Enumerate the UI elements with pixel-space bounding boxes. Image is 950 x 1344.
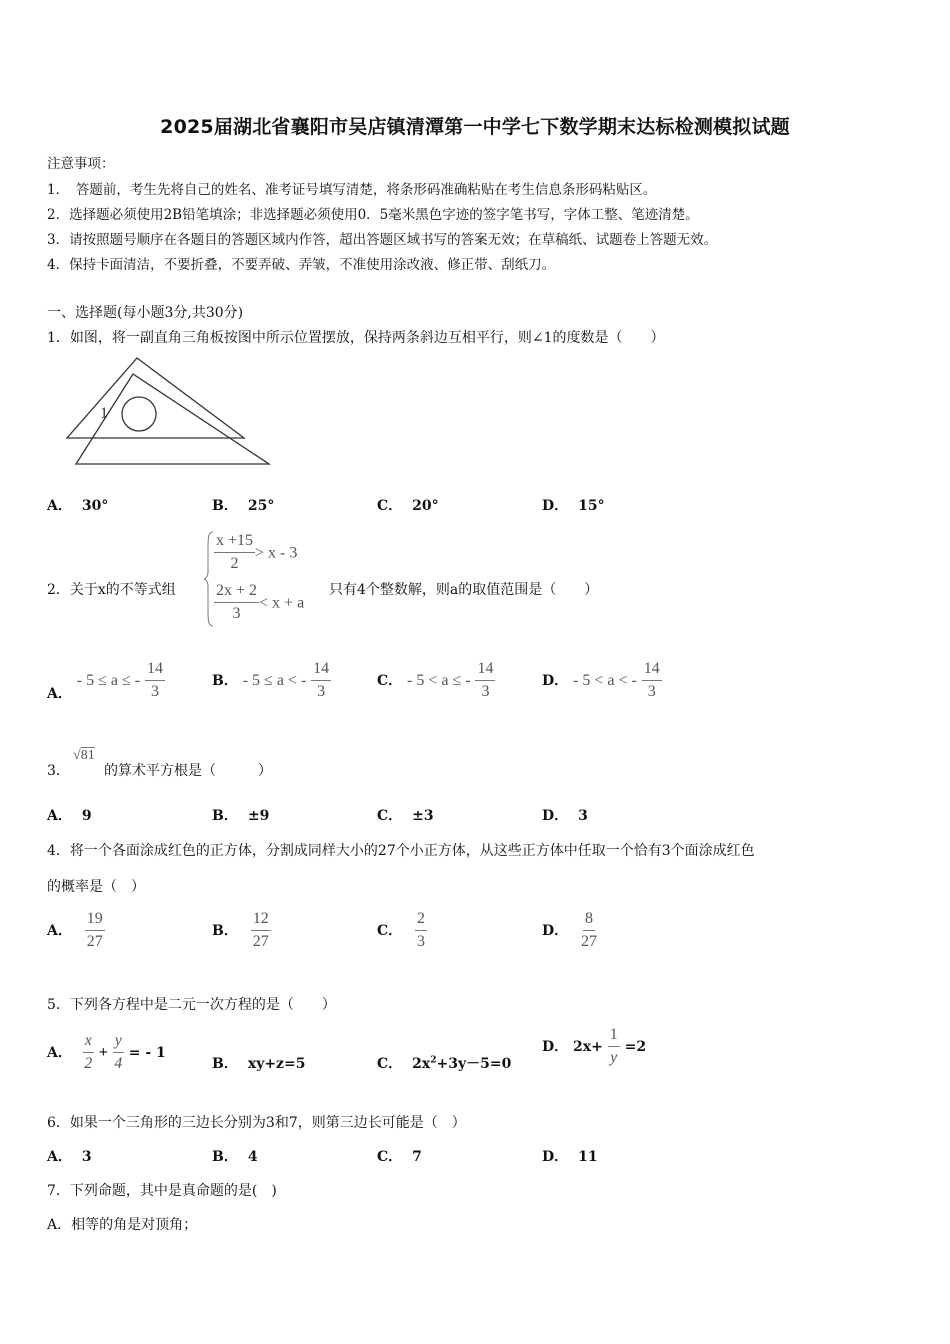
question-3-suffix: 的算术平方根是（ ） [104,763,272,779]
question-4-line-1: 4．将一个各面涂成红色的正方体，分割成同样大小的27个小正方体，从这些正方体中任取一个恰有3个面涂成红色 [47,843,755,859]
option-d: D． 2x+ $\frac{1}{y}$ =2 [542,1026,647,1067]
question-3-prefix: 3． [47,763,70,779]
triangle-1 [67,358,244,438]
option-c: C． 20° [377,498,439,514]
option-a: A． 3 [47,1149,92,1165]
option-c: C． $\frac{2}{3}$ [377,910,426,951]
option-c: C． $2x^2+3y-5=0$ [377,1055,512,1072]
option-b: B． 25° [212,498,275,514]
notice-item: 3．请按照题号顺序在各题目的答题区域内作答，超出答题区域书写的答案无效；在草稿纸、试题卷上答题无效。 [47,232,718,248]
notice-item: 1． 答题前，考生先将自己的姓名、准考证号填写清楚，将条形码准确粘贴在考生信息条形码粘贴区。 [47,182,657,198]
option-a: A． - 5 ≤ a ≤ - $\frac{14}{3}$ [47,660,163,702]
option-a: A． $\frac{x}{2}$ + $\frac{y}{4}$ = - 1 [47,1032,166,1073]
option-d: D． 15° [542,498,605,514]
option-d: D． 11 [542,1149,598,1165]
option-b: B． $\frac{12}{27}$ [212,910,269,951]
option-d: D． - 5 < a < - $\frac{14}{3}$ [542,660,660,701]
option-b: B． 4 [212,1149,258,1165]
section-title: 一、选择题(每小题3分,共30分) [47,305,244,321]
option-a: A． $\frac{19}{27}$ [47,910,103,951]
option-c: C． 7 [377,1149,422,1165]
option-d: D． $\frac{8}{27}$ [542,910,598,951]
angle-label: 1 [100,405,108,422]
question-2-suffix: 只有4个整数解，则a的取值范围是（ ） [329,582,599,598]
question-4-line-2: 的概率是（ ） [47,879,145,895]
option-d: D． 3 [542,808,588,824]
question-6-text: 6．如果一个三角形的三边长分别为3和7，则第三边长可能是（ ） [47,1115,466,1131]
triangle-hole [122,397,156,431]
question-7-option-a: A．相等的角是对顶角； [47,1217,198,1233]
inequality-1: $\frac{x +15}{2}$ > x - 3 [216,532,298,573]
question-1-text: 1．如图，将一副直角三角板按图中所示位置摆放，保持两条斜边互相平行，则∠1的度数是（ ） [47,330,665,346]
question-7-text: 7．下列命题，其中是真命题的是( ) [47,1183,277,1199]
sqrt-expression: √81 [73,748,95,763]
option-a: A． 9 [47,808,92,824]
option-b: B． - 5 ≤ a < - $\frac{14}{3}$ [212,660,330,701]
option-b: B． xy+z=5 [212,1056,306,1072]
notice-item: 2．选择题必须使用2B铅笔填涂；非选择题必须使用0．5毫米黑色字迹的签字笔书写，字体工整、笔迹清楚。 [47,207,699,223]
inequality-2: $\frac{2x + 2}{3}$ < x + a [216,582,305,623]
option-b: B． ±9 [212,808,270,824]
notice-item: 4．保持卡面清洁，不要折叠，不要弄破、弄皱，不准使用涂改液、修正带、刮纸刀。 [47,257,556,273]
option-c: C． ±3 [377,808,434,824]
question-5-text: 5．下列各方程中是二元一次方程的是（ ） [47,997,336,1013]
page-title: 2025届湖北省襄阳市吴店镇清潭第一中学七下数学期末达标检测模拟试题 [160,116,790,138]
option-c: C． - 5 < a ≤ - $\frac{14}{3}$ [377,660,494,701]
option-a: A． 30° [47,498,109,514]
question-2-prefix: 2．关于x的不等式组 [47,582,176,598]
notice-heading: 注意事项： [47,156,115,172]
triangle-figure [60,352,275,470]
